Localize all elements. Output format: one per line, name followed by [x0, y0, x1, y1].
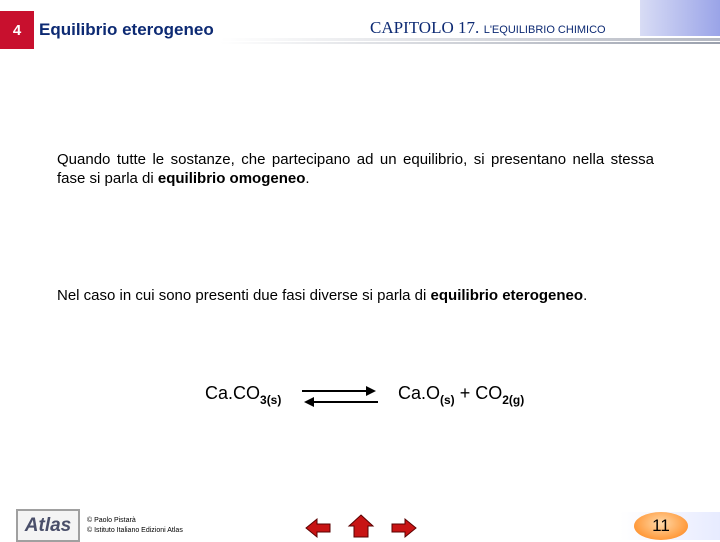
header-corner-decoration	[640, 0, 720, 36]
nav-previous-arrow-icon[interactable]	[304, 517, 332, 539]
paragraph-text: Nel caso in cui sono presenti due fasi diverse si parla di	[57, 287, 431, 304]
section-number-badge	[0, 11, 34, 49]
term-homogeneous-equilibrium: equilibrio omogeneo	[157, 170, 306, 187]
reactant-formula: Ca.CO	[205, 383, 261, 403]
product-1-subscript: (s)	[440, 393, 455, 407]
header-divider-secondary	[220, 42, 720, 44]
term-heterogeneous-equilibrium: equilibrio eterogeneo	[430, 287, 584, 304]
equation-products	[398, 383, 524, 407]
atlas-logo	[16, 509, 80, 542]
chapter-prefix: CAPITOLO 17.	[370, 18, 480, 37]
product-2-subscript: 2(g)	[502, 393, 525, 407]
equation-reactant	[205, 383, 281, 407]
chapter-title	[370, 18, 606, 38]
header-divider	[220, 38, 720, 41]
credit-publisher: © Istituto Italiano Edizioni Atlas	[87, 527, 183, 534]
credit-author: © Paolo Pistarà	[87, 517, 136, 524]
page-number: 11	[652, 516, 670, 535]
plus-sign: +	[454, 383, 476, 403]
reactant-subscript: 3(s)	[260, 393, 282, 407]
chapter-name: L'EQUILIBRIO CHIMICO	[483, 24, 606, 36]
paragraph-punct: .	[305, 170, 310, 187]
nav-home-icon[interactable]	[347, 513, 375, 539]
paragraph-heterogeneous	[57, 286, 654, 305]
product-2-formula: CO	[475, 383, 503, 403]
equilibrium-arrows-icon	[300, 385, 380, 409]
product-1-formula: Ca.O	[398, 383, 441, 403]
paragraph-homogeneous	[57, 150, 654, 188]
page-number-badge	[634, 512, 688, 540]
paragraph-text: Quando tutte le sostanze, che partecipano ad un equilibrio, si presentano nella stessa fase si parla di	[57, 151, 654, 187]
section-number: 4	[12, 21, 22, 39]
nav-next-arrow-icon[interactable]	[390, 517, 418, 539]
atlas-logo-text: Atlas	[24, 514, 72, 536]
section-title: Equilibrio eterogeneo	[39, 20, 214, 39]
paragraph-punct: .	[583, 287, 588, 304]
